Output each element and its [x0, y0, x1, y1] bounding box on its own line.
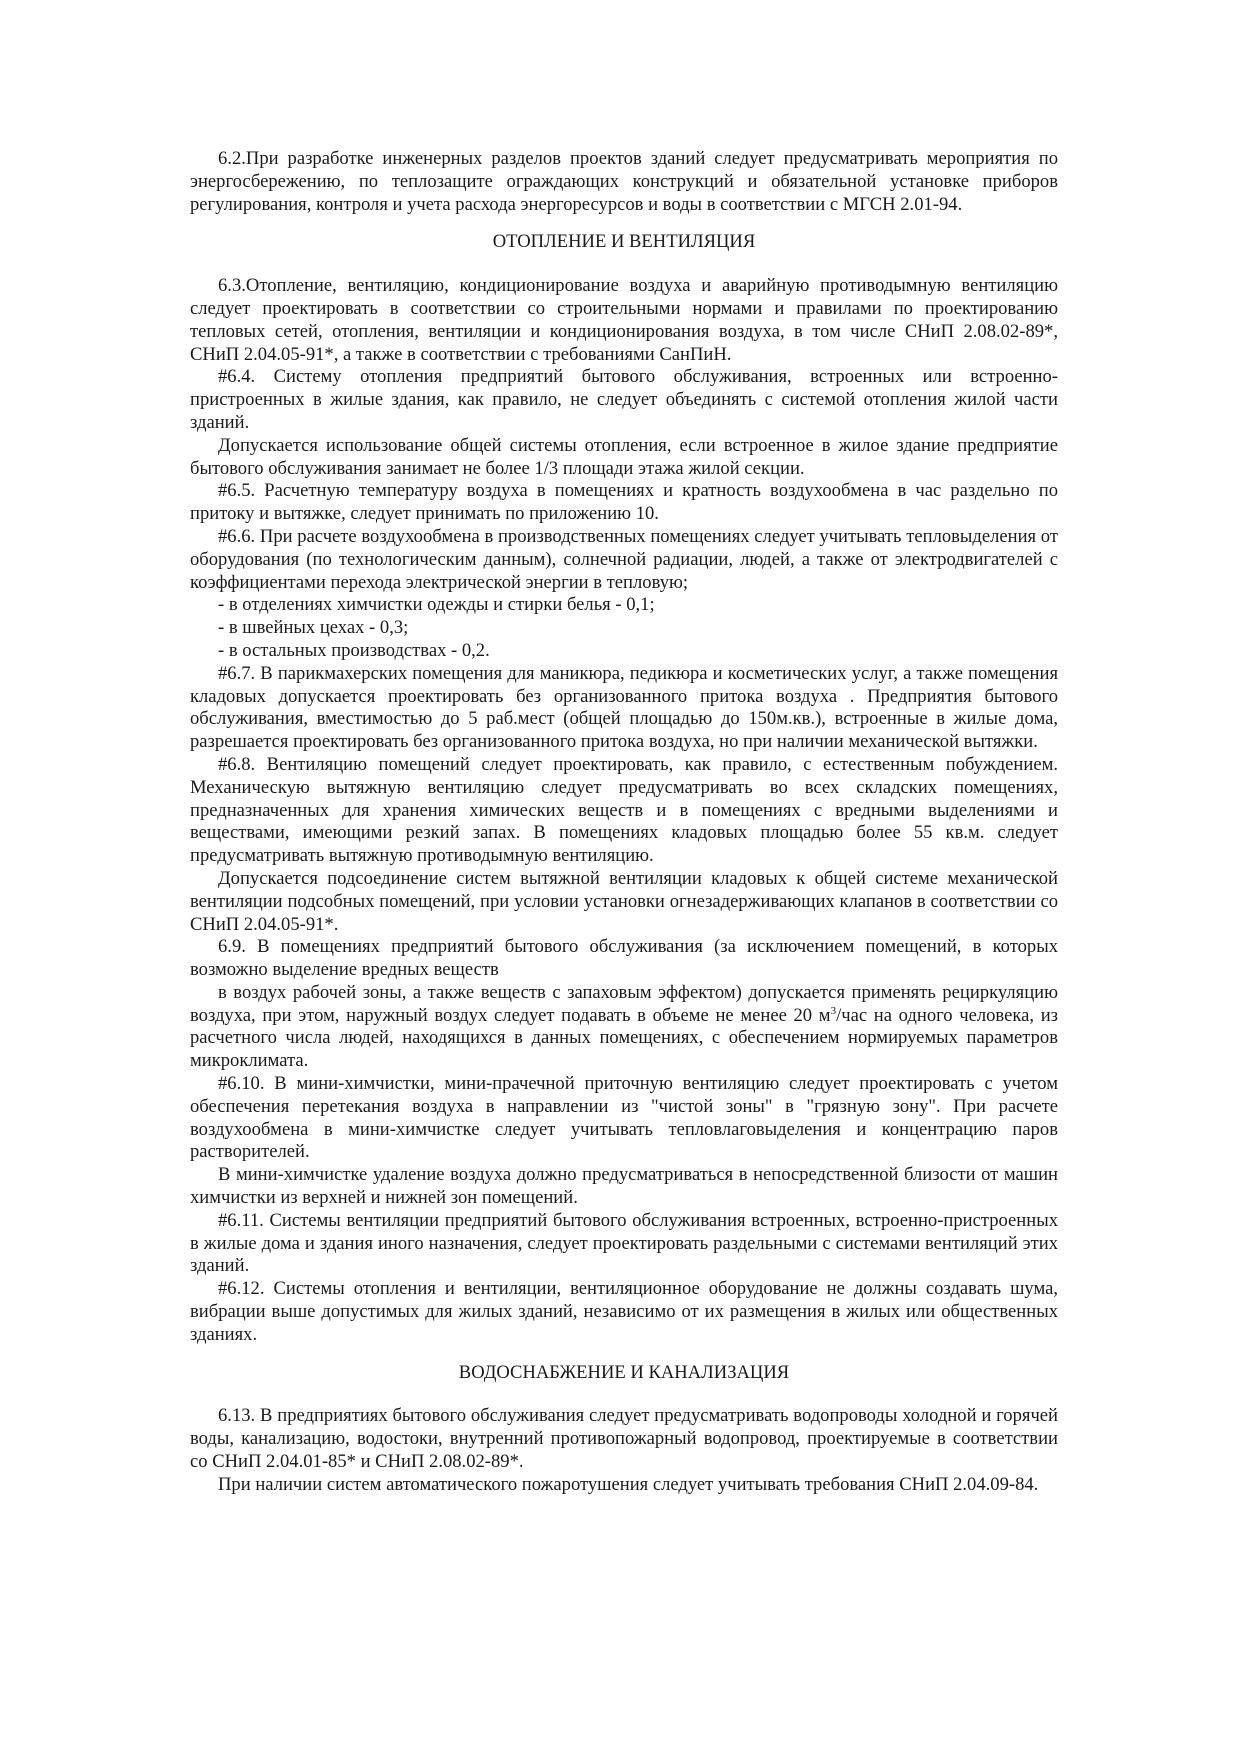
paragraph-6-9-text-a: в воздух рабочей зоны, а также веществ с запаховым эффектом) допускается применять рециркуляцию воздуха, при этом, наружный воздух следует подавать в объеме не менее 20 м	[190, 981, 1058, 1026]
paragraph-6-10-note: В мини-химчистке удаление воздуха должно предусматриваться в непосредственной близости от машин химчистки из верхней и нижней зон помещений.	[190, 1164, 1058, 1209]
list-item: - в остальных производствах - 0,2.	[218, 639, 490, 661]
paragraph-6-4: #6.4. Систему отопления предприятий бытового обслуживания, встроенных или встроенно-пристроенных в жилые здания, как правило, не следует объединять с системой отопления жилой части зданий.	[190, 366, 1058, 433]
section-heading-heating-ventilation: ОТОПЛЕНИЕ И ВЕНТИЛЯЦИЯ	[492, 231, 756, 253]
list-item: - в швейных цехах - 0,3;	[218, 617, 409, 639]
paragraph-6-2: 6.2.При разработке инженерных разделов проектов зданий следует предусматривать мероприятия по энергосбережению, по теплозащите ограждающих конструкций и обязательной установке приборов регулирования, контроля и учета расхода энергоресурсов и воды в соответствии с МГСН 2.01-94.	[190, 148, 1058, 215]
paragraph-6-13-note: При наличии систем автоматического пожаротушения следует учитывать требования СНиП 2.04.09-84.	[218, 1473, 1039, 1495]
paragraph-6-3: 6.3.Отопление, вентиляцию, кондиционирование воздуха и аварийную противодымную вентиляцию следует проектировать в соответствии со строительными нормами и правилами по проектированию тепловых сетей, отопления, вентиляции и кондиционирования воздуха, в том числе СНиП 2.08.02-89*, СНиП 2.04.05-91*, а также в соответствии с требованиями СанПиН.	[190, 275, 1058, 365]
superscript-3: 3	[830, 1004, 837, 1017]
document-page	[190, 148, 1058, 1497]
paragraph-6-11: #6.11. Системы вентиляции предприятий бытового обслуживания встроенных, встроенно-пристроенных в жилые дома и здания иного назначения, следует проектировать раздельными с системами вентиляций этих зданий.	[190, 1209, 1058, 1277]
list-item: - в отделениях химчистки одежды и стирки белья - 0,1;	[218, 594, 655, 616]
paragraph-6-7: #6.7. В парикмахерских помещения для маникюра, педикюра и косметических услуг, а также помещения кладовых допускается проектировать без организованного притока воздуха . Предприятия бытового обслуживания, вместимостью до 5 раб.мест (общей площадью до 150м.кв.), встроенные в жилые дома, разрешается проектировать без организованного притока воздуха, но при наличии механической вытяжки.	[190, 662, 1058, 753]
paragraph-6-4-note: Допускается использование общей системы отопления, если встроенное в жилое здание предприятие бытового обслуживания занимает не более 1/3 площади этажа жилой секции.	[190, 434, 1058, 479]
paragraph-6-9: 6.9. В помещениях предприятий бытового обслуживания (за исключением помещений, в которых возможно выделение вредных веществ	[190, 936, 1058, 981]
paragraph-6-9-text-c: /час на одного человека, из расчетного числа людей, находящихся в данных помещениях, с обеспечением нормируемых параметров микроклимата.	[190, 1004, 1058, 1072]
paragraph-6-8-note: Допускается подсоединение систем вытяжной вентиляции кладовых к общей системе механической вентиляции подсобных помещений, при условии установки огнезадерживающих клапанов в соответствии со СНиП 2.04.05-91*.	[190, 867, 1058, 935]
paragraph-6-13: 6.13. В предприятиях бытового обслуживания следует предусматривать водопроводы холодной и горячей воды, канализацию, водостоки, внутренний противопожарный водопровод, проектируемые в соответствии со СНиП 2.04.01-85* и СНиП 2.08.02-89*.	[190, 1405, 1058, 1473]
paragraph-6-8: #6.8. Вентиляцию помещений следует проектировать, как правило, с естественным побуждением. Механическую вытяжную вентиляцию следует предусматривать во всех складских помещениях, предназначенных для хранения химических веществ и в помещениях с вредными выделениями и веществами, имеющими резкий запах. В помещениях кладовых площадью более 55 кв.м. следует предусматривать вытяжную противодымную вентиляцию.	[190, 753, 1058, 867]
paragraph-6-6: #6.6. При расчете воздухообмена в производственных помещениях следует учитывать тепловыделения от оборудования (по технологическим данным), солнечной радиации, людей, а также от электродвигателей с коэффициентами перехода электрической энергии в тепловую;	[190, 525, 1058, 593]
paragraph-6-12: #6.12. Системы отопления и вентиляции, вентиляционное оборудование не должны создавать шума, вибрации выше допустимых для жилых зданий, независимо от их размещения в жилых или общественных зданиях.	[190, 1278, 1058, 1345]
section-heading-water-sewerage: ВОДОСНАБЖЕНИЕ И КАНАЛИЗАЦИЯ	[458, 1361, 790, 1383]
paragraph-6-10: #6.10. В мини-химчистки, мини-прачечной приточную вентиляцию следует проектировать с учетом обеспечения перетекания воздуха в направлении из "чистой зоны" в "грязную зону". При расчете воздухообмена в мини-химчистке следует учитывать тепловлаговыделения и концентрацию паров растворителей.	[190, 1073, 1058, 1163]
paragraph-6-9-continued	[190, 982, 1058, 1073]
paragraph-6-5: #6.5. Расчетную температуру воздуха в помещениях и кратность воздухообмена в час раздельно по притоку и вытяжке, следует принимать по приложению 10.	[190, 480, 1058, 525]
